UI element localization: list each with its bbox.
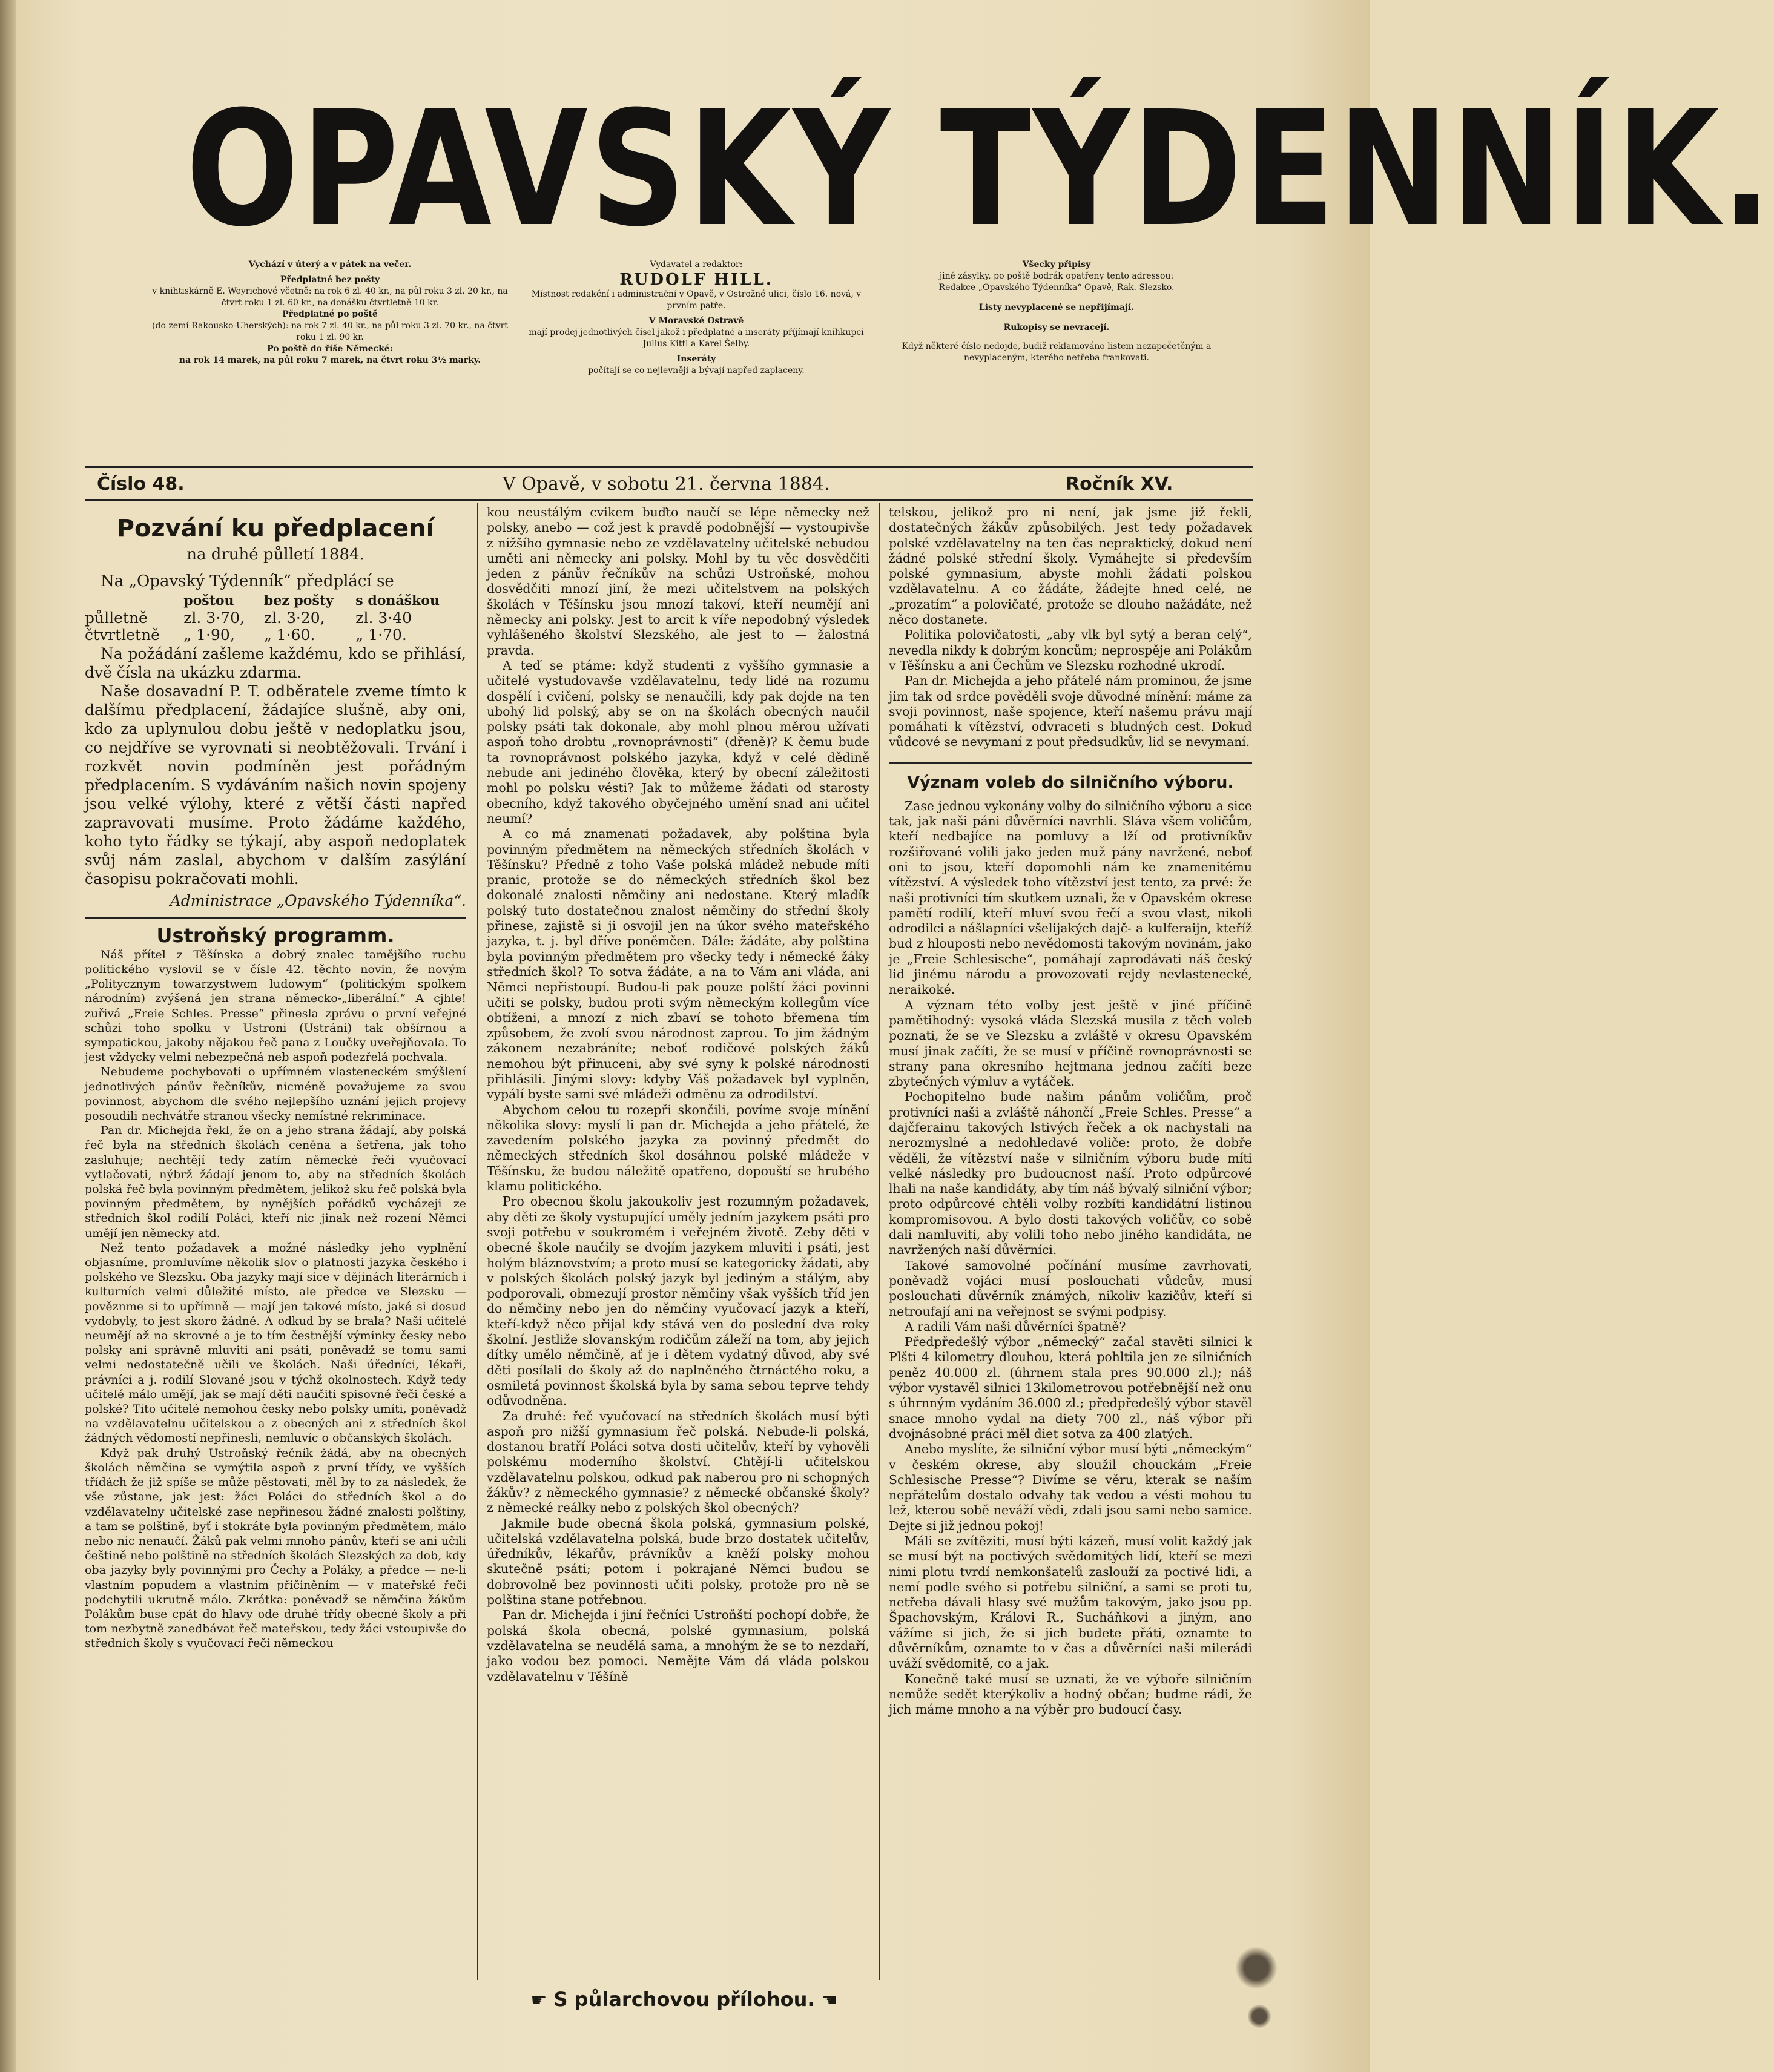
- header-center: [527, 259, 866, 377]
- price-header-cell: bez pošty: [263, 593, 334, 609]
- programme-title: Ustroňský programm.: [156, 923, 395, 947]
- ink-stain: [1235, 1947, 1278, 1989]
- header-post-text: (do zemí Rakousko-Uherských): na rok 7 zl. 40 kr., na půl roku 3 zl. 70 kr., na čtvrt roku 1 zl. 90 kr.: [152, 321, 508, 342]
- header-manuscripts: Rukopisy se nevracejí.: [1003, 323, 1110, 332]
- article-paragraph: Za druhé: řeč vyučovací na středních školách musí býti aspoň pro nižší gymnasium řeč polská. Nebude-li polská, dostanou bratří Poláci sotva dosti učitelův, kteří by vyhověli polskému moderního školství. Chtějí-li učitelskou vzdělavatelnu polskou, odkud pak naberou pro ni schopných žákův? z německého gymnasie? z německé občanské školy? z německé reálky nebo z polských škol obecných?: [487, 1408, 869, 1516]
- programme-paragraph: Pan dr. Michejda řekl, že on a jeho strana žádají, aby polská řeč byla na středních školách ceněna a šetřena, jak toho zasluhuje; nechtějí tedy zatím německé řeči vyučovací vytlačovati, nýbrž žádají jenom to, aby na středních školách polská řeč byla povinným předmětem, jelikož sku řeč polská byla povinným předmětem, by nynějších pořádků vycházeji ze středních škol rodilí Poláci, kteří nic jinak než rození Němci umějí jen německy atd.: [85, 1124, 466, 1240]
- invite-title: Pozvání ku předplacení: [116, 515, 435, 543]
- dateline: [85, 471, 1253, 498]
- price-table: [85, 592, 466, 644]
- header-right: [887, 259, 1226, 364]
- election-paragraph: Předpředešlý výbor „německý“ začal stavěti silnici k Plšti 4 kilometry dlouhou, která pohltila jen ze silničních peněz 40.000 zl. (úhrnem stala pres 90.000 zl.); náš výbor vystavěl silnici 13kilometrovou potřebnější než onu s úhrnným vydáním 36.000 zl.; předpředešlý výbor stavěl snace mnoho vydal na diety 700 zl., náš výbor při dvojnásobné práci měl diet sotva za 400 zlatých.: [889, 1335, 1252, 1441]
- article-paragraph: Politika polovičatosti, „aby vlk byl sytý a beran celý“, nevedla nikdy k dobrým koncům; neprospěje ani Polákům v Těšínsku a ani Čechům ve Slezsku rozhodné ukrodí.: [889, 627, 1252, 673]
- header-publishing-days: Vychází v úterý a v pátek na večer.: [248, 260, 412, 269]
- header-ostrava-title: V Moravské Ostravě: [648, 316, 744, 326]
- article-paragraph: Abychom celou tu rozepři skončili, povíme svoje mínění několika slovy: myslí li pan dr. Michejda a jeho přátelé, že zavedením polského jazyka za povinný předmět do německých středních škol dosáhnou polské mládeže v Těšínsku, že budou náležitě opatřeno, dopouští se hrubého klamu politického.: [487, 1102, 869, 1194]
- election-paragraph: A radili Vám naši důvěrníci špatně?: [905, 1319, 1126, 1334]
- header-ostrava-text: mají prodej jednotlivých čísel jakož i předplatné a inseráty příjímají knihkupci Julius Kittl a Karel Šelby.: [529, 328, 864, 349]
- issue-number: Číslo 48.: [97, 473, 185, 495]
- article-paragraph: Pan dr. Michejda i jiní řečníci Ustroňští pochopí dobře, že polská škola obecná, polské gymnasium, polská vzdělavatelna se neudělá sama, a mnohým že se to nezdaří, jako vodou bez pomoci. Nemějte Vám dá vláda polskou vzdělavatelnu v Těšíně: [487, 1608, 869, 1684]
- election-paragraph: Konečně také musí se uznati, že ve výboře silničním nemůže sedět kterýkoliv a hodný občan; budme rádi, že jich máme mnoho a na výběr pro budoucí časy.: [889, 1671, 1252, 1717]
- masthead-title: OPAVSKÝ TÝDENNÍK.: [185, 77, 1774, 262]
- price-row: [85, 627, 466, 644]
- header-ads-title: Inseráty: [676, 354, 716, 364]
- dateline-rule: [85, 499, 1253, 501]
- issue-place-date: V Opavě, v sobotu 21. června 1884.: [503, 473, 830, 495]
- election-paragraph: Takové samovolné počínání musíme zavrhovati, poněvadž vojáci musí poslouchati vůdcův, musí poslouchati důvěrník známých, nikoliv kazičův, kteří si netroufají ani na veřejnost se svými podpisy.: [889, 1258, 1252, 1319]
- ink-stain: [1247, 2004, 1271, 2028]
- column-2: [487, 505, 869, 1684]
- header-ads-text: počítají se co nejlevněji a bývají napřed zaplaceny.: [588, 366, 805, 375]
- section-rule: [85, 917, 466, 919]
- header-subscription-title: Předplatné bez pošty: [280, 275, 380, 285]
- programme-paragraph: Když pak druhý Ustroňský řečník žádá, aby na obecných školách němčina se vymýtila aspoň z první třídy, ve vyšších třídách že již spíše se může pěstovati, měl by to za následek, že vše zůstane, jak jest: žáci Poláci do středních škol a do vzdělavatelny učitelské zase nepřinesou žádné znalosti polštiny, a tam se polštině, byť i stokráte byla povinným předmětem, málo nebo nic nenaučí. Žáků pak velmi mnoho pánův, kteří se ani učili češtině nebo polštině na středních školách Slezských za dob, kdy oba jazyky byly povinnými pro Čechy a Poláky, a předce — ne-li vlastním popudem a vlastním přičiněním — v mateřské řeči podchytili ukrutně málo. Zkrátka: poněvadž se němčina žákům Polákům buse cpát do hlavy ode druhé třídy obecné školy a při tom nezbytně zanedbávat řeč mateřskou, tedy žáci vstoupivše do středních školy s vyučovací řečí německou: [85, 1446, 466, 1651]
- article-paragraph: Pan dr. Michejda a jeho přátelé nám prominou, že jsme jim tak od srdce pověděli svoje důvodné mínění: máme za svoji povinnost, naše spojence, kteří našemu právu mají pomáhati k vítězství, odvraceti s bludných cest. Dokud vůdcové se nevymaní z pout předsudkův, lid se nevymaní.: [889, 673, 1252, 750]
- article-paragraph: Jakmile bude obecná škola polská, gymnasium polské, učitelská vzdělavatelna polská, bude brzo dostatek učitelův, úředníkův, lékařův, právníkův a kněží polsky mohou skutečně psáti; potom i pokrajané Němci budou se dobrovolně bez povinnosti učiti polsky, protože pro ně se polština stane potřebnou.: [487, 1516, 869, 1608]
- price-cell: zl. 3·20,: [263, 609, 325, 627]
- price-cell: „ 1·60.: [263, 626, 315, 644]
- column-1: [85, 507, 466, 1651]
- header-correspondence-text: jiné zásylky, po poště bodrák opatřeny tento adressou:: [939, 271, 1174, 281]
- price-cell: zl. 3·40: [355, 609, 412, 627]
- invite-intro-line: [85, 570, 466, 592]
- header-left: [148, 259, 512, 366]
- programme-paragraph: Náš přítel z Těšínska a dobrý znalec tamějšího ruchu politického vyslovil se v čísle 42. těchto novin, že novým „Politycznym towarzystwem ludowym“ (politickým spolkem národním) zvýšená jen strana německo-„liberální.“ A cjhle! zuřivá „Freie Schles. Presse“ přinesla zprávu o první veřejné schůzi toho spolku v Ustroni (Ustráni) tak obšírnou a sympatickou, jakoby nějakou řeč pana z Loučky uveřejňovala. To jest vždycky velmi nebezpečná neb aspoň podezřelá pochvala.: [85, 948, 466, 1064]
- price-cell: „ 1·90,: [183, 626, 235, 644]
- election-paragraph: Anebo myslíte, že silniční výbor musí býti „německým“ v českém okrese, aby sloužil chouckám „Freie Schlesische Presse“? Divíme se věru, kterak se naším nepřátelům dostalo odvahy tak vedou a vésti mohou tu lež, kterou sobě neváží vědi, zdali jsou sami nebo samice. Dejte si již jednou pokoj!: [889, 1442, 1252, 1533]
- header-unpaid-letters: Listy nevyplacené se nepřijímají.: [978, 303, 1135, 312]
- article-paragraph: A teď se ptáme: když studenti z vyššího gymnasie a učitelé vystudovavše vzdělavatelnu, tedy lidé na rozumu dospělí i cvičení, polsky se nenaučili, kdy pak dojde na ten ubohý lid polský, aby se on na školách obecných naučil polsky psáti tak dokonale, aby mohl plnou měrou užívati aspoň toho drobtu „rovnoprávnosti“ (dřeně)? K čemu bude ta rovnoprávnost polského jazyka, když v celé dědině nebude ani jediného člověka, který by obecní záležitosti mohl po polsku vésti? Jak to můžeme žádati od starosty obecního, když takového obyčejného umění snad ani učitel neumí?: [487, 658, 869, 826]
- column-3: [889, 505, 1252, 1718]
- invite-intro: Na „Opavský Týdenník“ předplácí se: [101, 572, 394, 590]
- election-paragraph: Pochopitelno bude našim pánům voličům, proč protivníci naši a zvláště náhončí „Freie Schles. Presse“ a dajčferainu takových lstivých řeček a ok nachystali na nerozmyslné a nedohledavé voliče: proto, že dobře věděli, že vítězství naše v silničním výboru bude míti velké následky pro budoucnost naší. Proto odpůrcové lhali na naše kandidáty, aby tím náš bývalý silniční výbor; proto odpůrcové chtěli volby rozbíti kandidátní listinou kompromisovou. A bylo dosti takových voličův, co sobě dali namluviti, aby volili toho nebo jiného kandidáta, ne navržených naší důvěrníci.: [889, 1089, 1252, 1258]
- programme-paragraph: Nebudeme pochybovati o upřímném vlasteneckém smýšlení jednotlivých pánův řečníkův, nicméně považujeme za svou povinnost, abychom dle svého nejlepšího uznání jejich projevy posoudili nechvátře stranou všecky nemístné rekriminace.: [85, 1065, 466, 1123]
- price-header-cell: poštou: [183, 593, 234, 609]
- volume-number: Ročník XV.: [1066, 473, 1173, 495]
- pointing-hand-icon: ☛: [530, 1990, 547, 2011]
- header-publisher-label: Vydavatel a redaktor:: [650, 260, 743, 269]
- header-complaints: Když některé číslo nedojde, budiž reklamováno listem nezapečetěným a nevyplaceným, kterého netřeba frankovati.: [902, 341, 1212, 363]
- price-cell: zl. 3·70,: [183, 609, 245, 627]
- header-germany-text: na rok 14 marek, na půl roku 7 marek, na čtvrt roku 3½ marky.: [179, 355, 481, 365]
- header-rule: [85, 466, 1253, 468]
- article-paragraph: A co má znamenati požadavek, aby polština byla povinným předmětem na německých středních školách v Těšínsku? Předně z toho Vaše polská mládež nebude míti pranic, protože se do německých středních škol bez dokonalé znalosti němčiny ani nedostane. Který mladík polský tuto dostatečnou znalost němčiny do střední školy přinese, zajistě si ji osvojil jen na úkor svého mateřského jazyka, t. j. byl dříve poněmčen. Dále: žádáte, aby polština byla povinným předmětem pro všecky tedy i německé žáky středních škol? To sotva žádáte, a na to Vám ani vláda, ani Němci nepřistoupí. Budou-li pak pouze polští žáci povinni učiti se polsky, budou proti svým německým kollegům více obtíženi, a mnozí z nich zbaví se tohoto břemena tím způsobem, že zvolí svou národnost zaprou. To jim žádným zákonem nezabráníte; neboť rodičové polských žáků nemohou být přinuceni, aby své syny k polské národnosti přihlásili. Jinými slovy: kdyby Váš požadavek byl vyplněn, vypálí byste sami své mládeži odměnu za odrodilství.: [487, 826, 869, 1102]
- invite-appeal: Naše dosavadní P. T. odběratele zveme tímto k dalšímu předplacení, žádajíce slušně, aby oni, kdo za uplynulou dobu ještě v nedoplatku jsou, co nejdříve se vyrovnati si neobtěžovali. Trvání i rozkvět novin podmíněn jest pořádným předplacením. S vydáváním našich novin spojeny jsou velké výlohy, které z větší části napřed zapravovati musíme. Proto žádáme každého, koho tyto řádky se týkají, aby aspoň nedoplatek svůj nám zaslal, abychom v dalším zasýlání časopisu pokračovati mohli.: [85, 682, 466, 888]
- header-subscription-text: v knihtiskárně E. Weyrichové včetně: na rok 6 zl. 40 kr., na půl roku 3 zl. 20 kr., na čtvrt roku 1 zl. 60 kr., na donášku čtvrtletně 10 kr.: [152, 286, 508, 308]
- invite-signature: Administrace „Opavského Týdenníka“.: [170, 891, 466, 909]
- programme-paragraph: Než tento požadavek a možné následky jeho vyplnění objasníme, promluvíme několik slov o platnosti jazyka českého i polského ve Slezsku. Oba jazyky mají sice v dějinách literárních i kulturních velmi důležité místo, ale předce ve Slezsku — pověznme si to upřímně — mají jen takové místo, jaké si dosud vydobyly, to jest skoro žádné. A odkud by se brala? Naši učitelé neumějí až na skrovné a je to tím čestnější výminky česky nebo polsky ani správně mluviti ani psáti, poněvadž se tomu sami velmi nedostatečně učili ve školách. Naši úředníci, lékaři, právníci a j. rodilí Slované jsou v týchž okolnostech. Když tedy učitelé málo umějí, jak se mají děti naučiti spisovné řeči české a polské? Tito učitelé nemohou česky nebo polsky umíti, poněvadž na vzdělavatelnu učitelskou a z obecných ani z středních škol žádných vědomostí nepřinesli, nemluvíc o občanských školách.: [85, 1241, 466, 1445]
- invite-sample-offer: Na požádání zašleme každému, kdo se přihlásí, dvě čísla na ukázku zdarma.: [85, 644, 466, 681]
- invite-subtitle: na druhé půlletí 1884.: [186, 546, 364, 564]
- header-correspondence-title: Všecky připisy: [1022, 260, 1091, 269]
- price-header-cell: [85, 592, 183, 610]
- header-post-title: Předplatné po poště: [282, 309, 378, 319]
- pointing-hand-icon: ☚: [821, 1990, 838, 2011]
- price-header-cell: s donáškou: [355, 593, 440, 609]
- header-editor-name: RUDOLF HILL.: [619, 271, 773, 289]
- column-separator-2: [879, 503, 880, 1980]
- election-paragraph: A význam této volby jest ještě v jiné příčině pamětihodný: vysoká vláda Slezská musila z těch voleb poznati, že se ve Slezsku a zvláště v okresu Opavském musí jinak začíti, že se musí v příčině rovnoprávnosti se strany pana okresního hejtmana jednou začíti beze zbytečných výmluv a vytáček.: [889, 997, 1252, 1089]
- election-paragraph: Zase jednou vykonány volby do silničního výboru a sice tak, jak naši páni důvěrníci navrhli. Sláva všem voličům, kteří nedbajíce na pomluvy a lží od protivníkův rozšiřované volili jako jeden muž pány navržené, neboť oni to jsou, kteří dopomohli nám ke znamenitému vítězství. A výsledek toho vítězství jest tento, za prvé: že naši protivníci tím skutkem uznali, že v Opavském okrese pamětí rodilí, kteří mluví svou řečí a svou vlast, nikoli odrodilci a nášlapníci všelijakých dajč- a kulferaijn, kteříž bud z hlouposti nebo nevědomosti takovým novinám, jako je „Freie Schlesische“, pomáhají zaprodávati náš český lid jinému národu a provozovati rejdy nevlastenecké, neraikoké.: [889, 798, 1252, 997]
- price-cell: čtvrtletně: [85, 626, 160, 644]
- binding-edge: [0, 0, 16, 2072]
- header-germany-title: Po poště do říše Německé:: [267, 344, 393, 354]
- article-paragraph: Pro obecnou školu jakoukoliv jest rozumným požadavek, aby děti ze školy vystupující uměly jedním jazykem psáti pro svoji potřebu v soukromém i veřejném životě. Zeby děti v obecné škole naučily se dvojím jazykem mluviti i psáti, jest holým bláznovstvím; a proto musí se kategoricky žádati, aby v polských školách polský jazyk byl jediným a stálým, aby podporovali, obmezují prostor němčiny však vyšších tříd jen do němčiny nebo jen do němčiny vyučovací jazyk a kteří, kteří-když něco přijal kdy stává ven do poslední dva roky školní. Jestliže slovanským rodičům záleží na tom, aby jejich dítky umělo němčině, ať je i dětem vydatný důvod, aby své děti posílali do školy až do naplněného čtrnáctého roku, a osmiletá povinnost školská byla by sama sebou teprve tehdy odůvodněna.: [487, 1194, 869, 1408]
- header-office-text: Místnost redakční i administrační v Opavě, v Ostrožné ulici, číslo 16. nová, v prvním patře.: [531, 289, 862, 311]
- price-cell: „ 1·70.: [355, 626, 407, 644]
- price-row: [85, 610, 466, 627]
- supplement-text: S půlarchovou přílohou.: [553, 1988, 815, 2011]
- column-separator-1: [477, 503, 478, 1980]
- header-address-text: Redakce „Opavského Týdenníka“ Opavě, Rak. Slezsko.: [938, 283, 1175, 292]
- supplement-notice: [472, 1987, 896, 2011]
- election-title: Význam voleb do silničního výboru.: [907, 773, 1234, 792]
- section-rule: [889, 762, 1252, 764]
- election-paragraph: Máli se zvítěziti, musí býti kázeň, musí volit každý jak se musí být na poctivých svědomitých lidí, kteří se mezi nimi plotu tvrdí nemkonšatelů zaslouží za poctivé lidi, a nemí podle svého si potřebu silniční, a sami se proti tu, netřeba dávali hlasy své mužům takovým, jako jsou pp. Špachovským, Královi R., Sucháňkovi a jiným, ano vážíme si jich, že si jich budete přáti, oznamte to důvěrníkům, oznamte to v čas a důvěrníci naši milerádi uváží svědomitě, co a jak.: [889, 1534, 1252, 1671]
- article-paragraph: kou neustálým cvikem buďto naučí se lépe německy než polsky, anebo — což jest k pravdě podobnější — vystoupivše z nižšího gymnasie nebo ze vzdělavatelny učitelské nebudou uměti ani německy ani polsky. Mohl by tu věc dosvědčiti jeden z pánův řečníkův na schůzi Ustroňské, mohou dosvědčiti mnozí jiní, že mezi učitelstvem na polských školách v Těšínsku jsou mnozí takoví, kteří neumějí ani německy ani polsky. Jest to arcit k víře nepodobný výsledek vyhlášeného školství Slezského, ale jest to — žalostná pravda.: [487, 505, 869, 658]
- price-cell: půlletně: [85, 609, 148, 627]
- price-table-header: [85, 592, 466, 610]
- article-paragraph: telskou, jelikož pro ni není, jak jsme již řekli, dostatečných žákův způsobilých. Jest tedy požadavek polské vzdělavatelny na ten čas nepraktický, dokud není žádné polské střední školy. Vymáhejte si především polské gymnasium, abyste mohli žádati polskou vzdělavatelnu. A co žádáte, žádejte hned celé, ne „prozatím“ a polovičaté, protože se dlouho nažádáte, než něco dostanete.: [889, 505, 1252, 627]
